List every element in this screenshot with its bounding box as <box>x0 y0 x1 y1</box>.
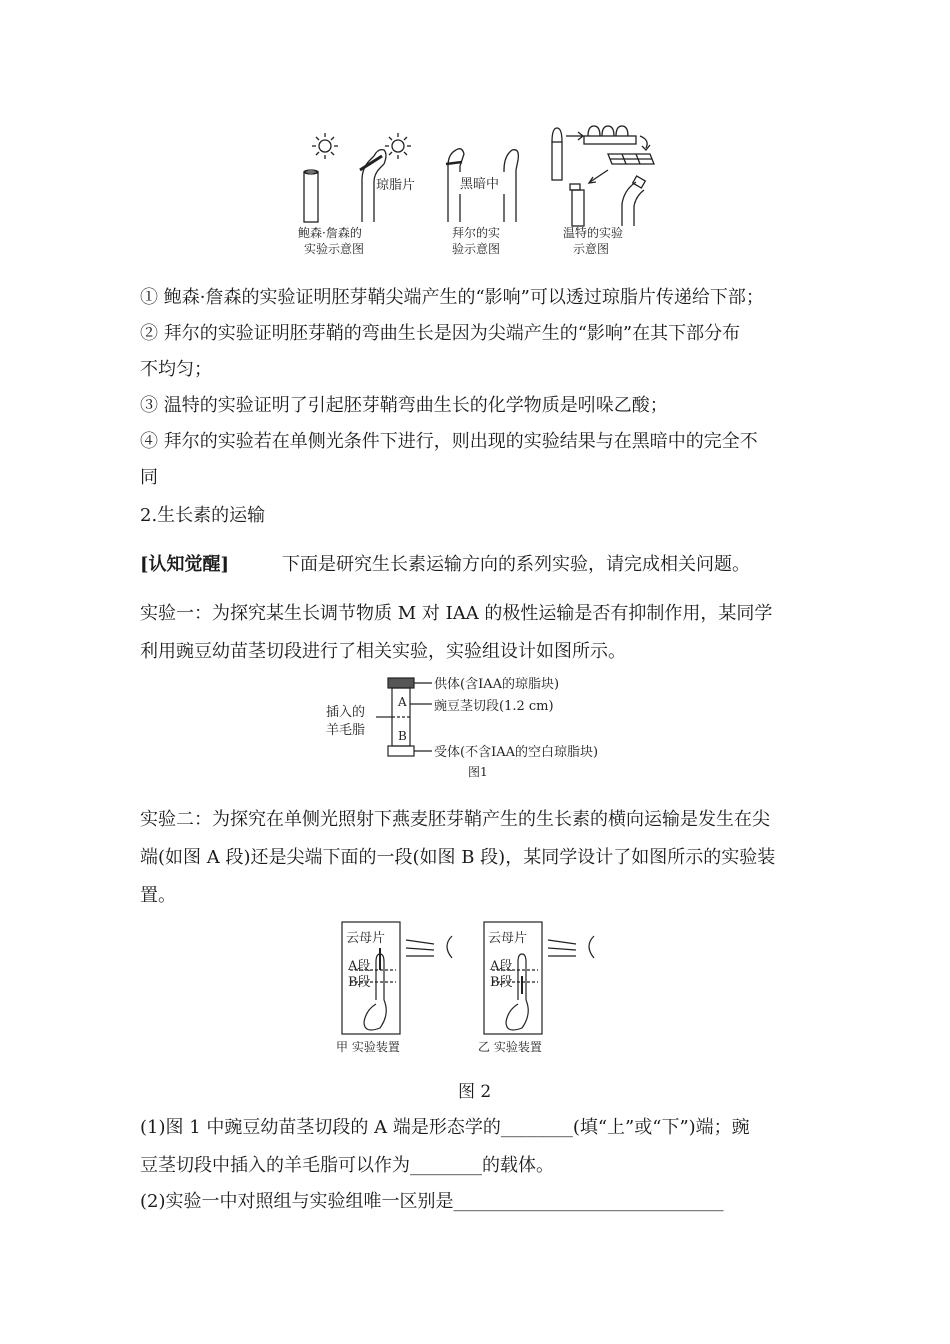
coleoptile-experiments-figure <box>290 120 670 265</box>
agar-label: 琼脂片 <box>376 178 416 193</box>
section-heading: 2.生长素的运输 <box>140 505 266 526</box>
caption-went-line1: 温特的实验 <box>563 226 624 240</box>
question-1-line1: (1)图 1 中豌豆幼苗茎切段的 A 端是形态学的________(填“上”或“下”)端；豌 <box>140 1117 750 1138</box>
fig1-caption: 图1 <box>468 765 488 779</box>
experiment1-line2: 利用豌豆幼苗茎切段进行了相关实验，实验组设计如图所示。 <box>140 641 626 662</box>
fig2-jia-a-label: A段 <box>348 959 371 974</box>
went-experiment-drawing <box>552 126 654 226</box>
fig1-insert-line1: 插入的 <box>326 705 366 720</box>
fig2-yi-a-label: A段 <box>490 959 513 974</box>
fig2-jia-b-label: B段 <box>348 975 371 990</box>
question-2: (2)实验一中对照组与实验组唯一区别是______________________________ <box>140 1191 724 1212</box>
fig1-a-label: A <box>398 695 407 709</box>
caption-boysen-line2: 实验示意图 <box>304 242 365 256</box>
figure-2-diagram <box>330 918 620 1058</box>
fig1-segment-label: 豌豆茎切段(1.2 cm) <box>434 699 554 714</box>
experiment2-line2: 端(如图 A 段)还是尖端下面的一段(如图 B 段)，某同学设计了如图所示的实验装 <box>140 847 776 868</box>
fig2-yi-b-label: B段 <box>490 975 513 990</box>
figure-1-diagram <box>320 670 650 785</box>
statement-2-line2: 不均匀； <box>140 359 212 380</box>
caption-paal-line1: 拜尔的实 <box>452 226 501 240</box>
fig2-jia-caption: 甲 实验装置 <box>336 1040 400 1054</box>
light-source-jia <box>447 936 452 958</box>
sun-icon-2 <box>385 133 411 159</box>
fig1-b-label: B <box>398 729 407 743</box>
fig2-jia-mica-label: 云母片 <box>346 931 386 946</box>
fig2-yi-mica-label: 云母片 <box>488 931 528 946</box>
experiment2-line3: 置。 <box>140 885 176 906</box>
figure-2-caption: 图 2 <box>458 1082 492 1102</box>
experiment2-line1: 实验二：为探究在单侧光照射下燕麦胚芽鞘产生的生长素的横向运输是发生在尖 <box>140 809 770 830</box>
fig1-receiver-label: 受体(不含IAA的空白琼脂块) <box>434 745 599 760</box>
statement-4-line1: ④ 拜尔的实验若在单侧光条件下进行，则出现的实验结果与在黑暗中的完全不 <box>140 431 758 452</box>
caption-went-line2: 示意图 <box>573 242 610 256</box>
light-source-yi <box>589 936 594 958</box>
statement-3: ③ 温特的实验证明了引起胚芽鞘弯曲生长的化学物质是吲哚乙酸； <box>140 395 668 416</box>
fig1-insert-line2: 羊毛脂 <box>326 723 366 738</box>
question-1-line2: 豆茎切段中插入的羊毛脂可以作为________的载体。 <box>140 1155 554 1176</box>
caption-boysen-line1: 鲍森·詹森的 <box>298 226 362 240</box>
cut-coleoptile-drawing <box>304 170 318 222</box>
dark-label: 黑暗中 <box>460 177 500 192</box>
statement-1: ① 鲍森·詹森的实验证明胚芽鞘尖端产生的“影响”可以透过琼脂片传递给下部； <box>140 287 764 308</box>
awareness-text: 下面是研究生长素运输方向的系列实验，请完成相关问题。 <box>282 554 750 575</box>
sun-icon-1 <box>312 133 338 159</box>
statement-2-line1: ② 拜尔的实验证明胚芽鞘的弯曲生长是因为尖端产生的“影响”在其下部分布 <box>140 323 741 344</box>
caption-paal-line2: 验示意图 <box>452 242 501 256</box>
fig1-donor-label: 供体(含IAA的琼脂块) <box>434 677 560 692</box>
statement-4-line2: 同 <box>140 467 158 488</box>
experiment1-line1: 实验一：为探究某生长调节物质 M 对 IAA 的极性运输是否有抑制作用，某同学 <box>140 603 773 624</box>
awareness-label: [认知觉醒] <box>140 554 230 575</box>
fig2-yi-caption: 乙 实验装置 <box>478 1040 542 1054</box>
